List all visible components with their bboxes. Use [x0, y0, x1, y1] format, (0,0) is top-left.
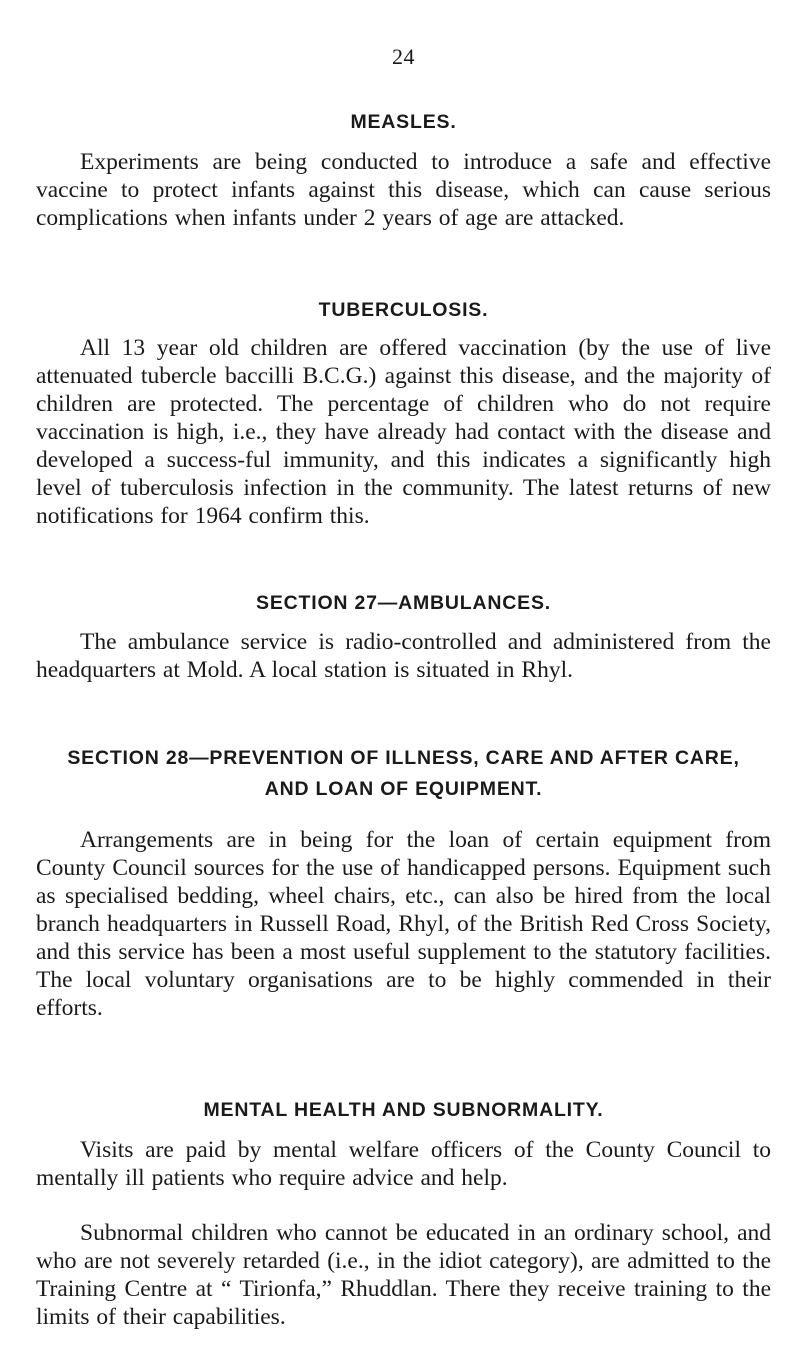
- measles-heading: MEASLES.: [350, 111, 457, 133]
- prevention-heading: SECTION 28—PREVENTION OF ILLNESS, CARE AND AFTER CARE, AND LOAN OF EQUIPMENT.: [67, 747, 740, 800]
- tuberculosis-heading: TUBERCULOSIS.: [318, 299, 489, 321]
- ambulances-heading: SECTION 27—AMBULANCES.: [256, 592, 551, 614]
- measles-paragraph: Experiments are being conducted to introduce a safe and effective vaccine to protect infants against this disease, which can cause serious complications when infants under 2 years of age are attacked.: [36, 149, 771, 231]
- mental-health-paragraph-1: Visits are paid by mental welfare officers of the County Council to mentally ill patients who require advice and help.: [36, 1137, 771, 1191]
- prevention-paragraph: Arrangements are in being for the loan of certain equipment from County Council sources for the use of handicapped persons. Equipment such as specialised bedding, wheel chairs, etc., can also be hired from the local branch headquarters in Russell Road, Rhyl, of the British Red Cross Society, and this service has been a most useful supplement to the statutory facilities. The local voluntary organisations are to be highly commended in their efforts.: [36, 827, 771, 1021]
- mental-health-paragraph-2: Subnormal children who cannot be educated in an ordinary school, and who are not severely retarded (i.e., in the idiot category), are admitted to the Training Centre at “ Tirionfa,” Rhuddlan. There they receive training to the limits of their capabilities.: [36, 1220, 771, 1330]
- document-page: [36, 0, 771, 1363]
- tuberculosis-paragraph: All 13 year old children are offered vaccination (by the use of live attenuated tubercle baccilli B.C.G.) against this disease, and the majority of children are protected. The percentage of children who do not require vaccination is high, i.e., they have already had contact with the disease and developed a success-ful immunity, and this indicates a significantly high level of tuberculosis infection in the community. The latest returns of new notifications for 1964 confirm this.: [36, 335, 771, 529]
- page-number: 24: [392, 44, 415, 69]
- mental-health-heading: MENTAL HEALTH AND SUBNORMALITY.: [203, 1099, 604, 1121]
- ambulances-paragraph: The ambulance service is radio-controlled and administered from the headquarters at Mold. A local station is situated in Rhyl.: [36, 629, 771, 683]
